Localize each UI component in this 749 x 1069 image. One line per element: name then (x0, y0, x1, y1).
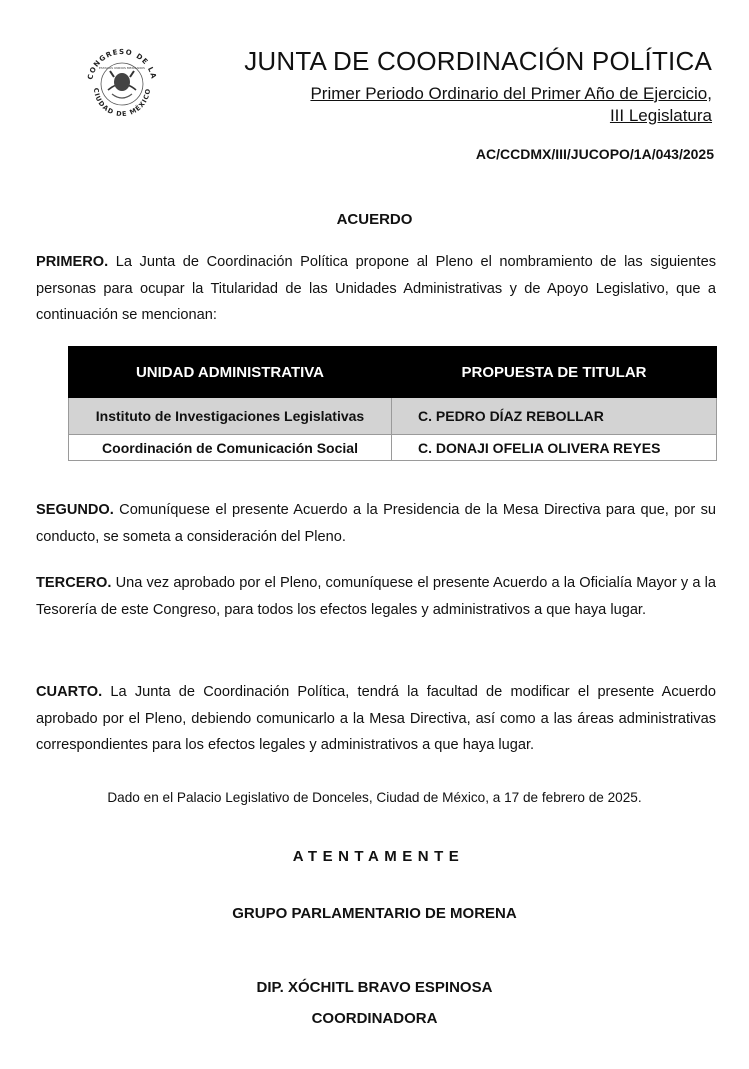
table-header-row (69, 347, 717, 398)
primero-text: La Junta de Coordinación Política propone al Pleno el nombramiento de las siguientes personas para ocupar la Titularidad de las Unidades Administrativas y de Apoyo Legislativo, que a continuación se mencionan: (36, 254, 716, 323)
unit-cell: Coordinación de Comunicación Social (69, 435, 392, 461)
tercero-label: TERCERO. (36, 575, 112, 591)
reference-number: AC/CCDMX/III/JUCOPO/1A/043/2025 (475, 146, 714, 162)
segundo-text: Comuníquese el presente Acuerdo a la Presidencia de la Mesa Directiva para que, por su conducto, se someta a consideración del Pleno. (36, 502, 716, 545)
atentamente-line: ATENTAMENTE (292, 848, 465, 865)
signatory-role: COORDINADORA (311, 1010, 438, 1027)
paragraph-tercero (36, 570, 716, 623)
unit-cell: Instituto de Investigaciones Legislativas (69, 398, 392, 435)
signatory-name: DIP. XÓCHITL BRAVO ESPINOSA (256, 979, 493, 996)
seal-text-inner: ESTADOS UNIDOS MEXICANOS (99, 66, 145, 70)
appointments-table (68, 346, 717, 461)
column-header-titular: PROPUESTA DE TITULAR (392, 347, 717, 398)
tercero-text: Una vez aprobado por el Pleno, comuníquese el presente Acuerdo a la Oficialía Mayor y a la Tesorería de este Congreso, para todos los efectos legales y administrativos a que haya lugar. (36, 575, 716, 618)
table-row (69, 398, 717, 435)
segundo-label: SEGUNDO. (36, 502, 114, 518)
acuerdo-heading: ACUERDO (336, 211, 413, 228)
paragraph-segundo (36, 497, 716, 550)
paragraph-primero (36, 249, 716, 329)
table-row (69, 435, 717, 461)
seal-text-top: CONGRESO DE LA (86, 47, 158, 81)
subtitle-line-1: Primer Periodo Ordinario del Primer Año de Ejercicio, (310, 84, 712, 103)
subtitle-line-2: III Legislatura (609, 106, 712, 125)
paragraph-cuarto (36, 679, 716, 759)
primero-label: PRIMERO. (36, 254, 109, 270)
titular-cell: C. PEDRO DÍAZ REBOLLAR (392, 398, 717, 435)
column-header-unit: UNIDAD ADMINISTRATIVA (69, 347, 392, 398)
parliamentary-group: GRUPO PARLAMENTARIO DE MORENA (232, 905, 517, 922)
titular-cell: C. DONAJI OFELIA OLIVERA REYES (392, 435, 717, 461)
document-title: JUNTA DE COORDINACIÓN POLÍTICA (244, 46, 712, 76)
seal-text-bottom: CIUDAD DE MÉXICO (91, 87, 153, 119)
svg-text:CIUDAD DE MÉXICO (92, 87, 152, 118)
date-place-line: Dado en el Palacio Legislativo de Donceles, Ciudad de México, a 17 de febrero de 2025. (107, 790, 642, 805)
cuarto-text: La Junta de Coordinación Política, tendrá la facultad de modificar el presente Acuerdo aprobado por el Pleno, debiendo comunicarlo a la Mesa Directiva, así como a las áreas administrativas correspondientes para los efectos legales y administrativos a que haya lugar. (36, 684, 716, 753)
cuarto-label: CUARTO. (36, 684, 103, 700)
document-subtitle (310, 83, 712, 127)
congress-seal-logo (82, 44, 162, 124)
